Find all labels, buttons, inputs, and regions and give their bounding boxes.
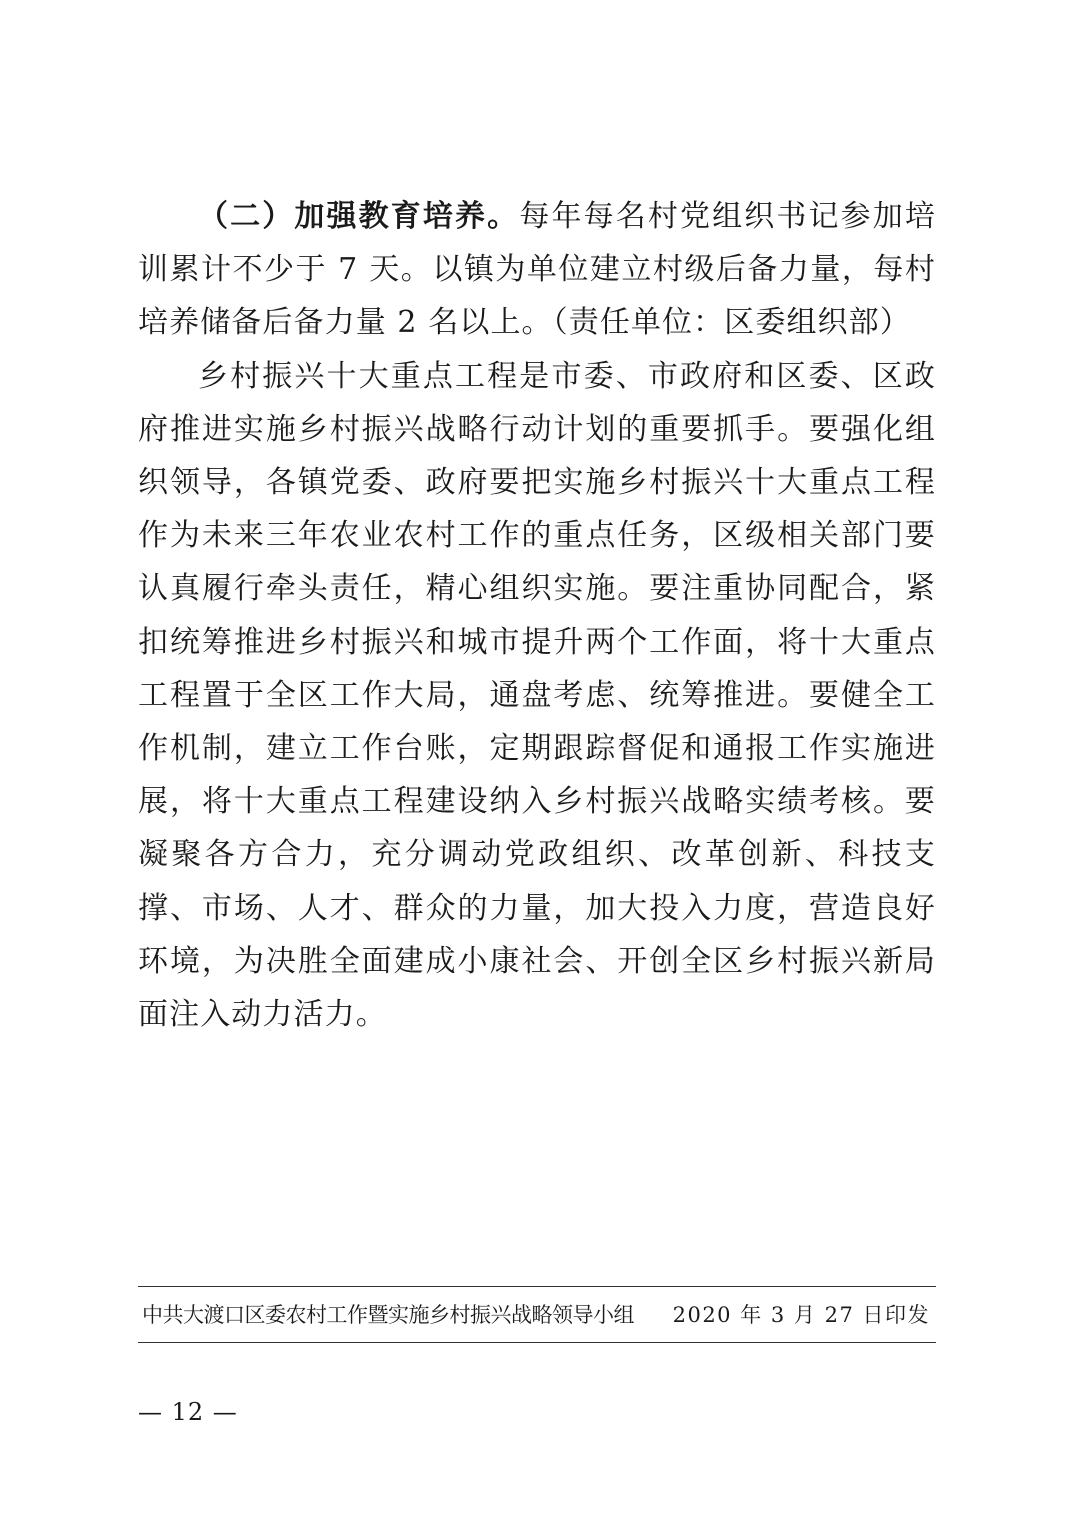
section-paragraph [138, 190, 936, 350]
page-number: — 12 — [138, 1398, 238, 1426]
section-heading: （二）加强教育培养。 [198, 199, 520, 234]
closing-paragraph: 乡村振兴十大重点工程是市委、市政府和区委、区政府推进实施乡村振兴战略行动计划的重要抓手。要强化组织领导，各镇党委、政府要把实施乡村振兴十大重点工程作为未来三年农业农村工作的重点任务，区级相关部门要认真履行牵头责任，精心组织实施。要注重协同配合，紧扣统筹推进乡村振兴和城市提升两个工作面，将十大重点工程置于全区工作大局，通盘考虑、统筹推进。要健全工作机制，建立工作台账，定期跟踪督促和通报工作实施进展，将十大重点工程建设纳入乡村振兴战略实绩考核。要凝聚各方合力，充分调动党政组织、改革创新、科技支撑、市场、人才、群众的力量，加大投入力度，营造良好环境，为决胜全面建成小康社会、开创全区乡村振兴新局面注入动力活力。 [138, 358, 936, 1033]
footer-bottom-rule [138, 1342, 936, 1343]
issue-date: 2020 年 3 月 27 日印发 [672, 1303, 930, 1327]
body-text [138, 190, 936, 1041]
section-body: 每年每名村党组织书记参加培训累计不少于 7 天。以镇为单位建立村级后备力量，每村培养储备后备力量 2 名以上。（责任单位：区委组织部） [138, 199, 936, 341]
footer-top-rule [138, 1286, 936, 1287]
footer-row [138, 1292, 936, 1338]
issuer-name: 中共大渡口区委农村工作暨实施乡村振兴战略领导小组 [142, 1303, 634, 1327]
